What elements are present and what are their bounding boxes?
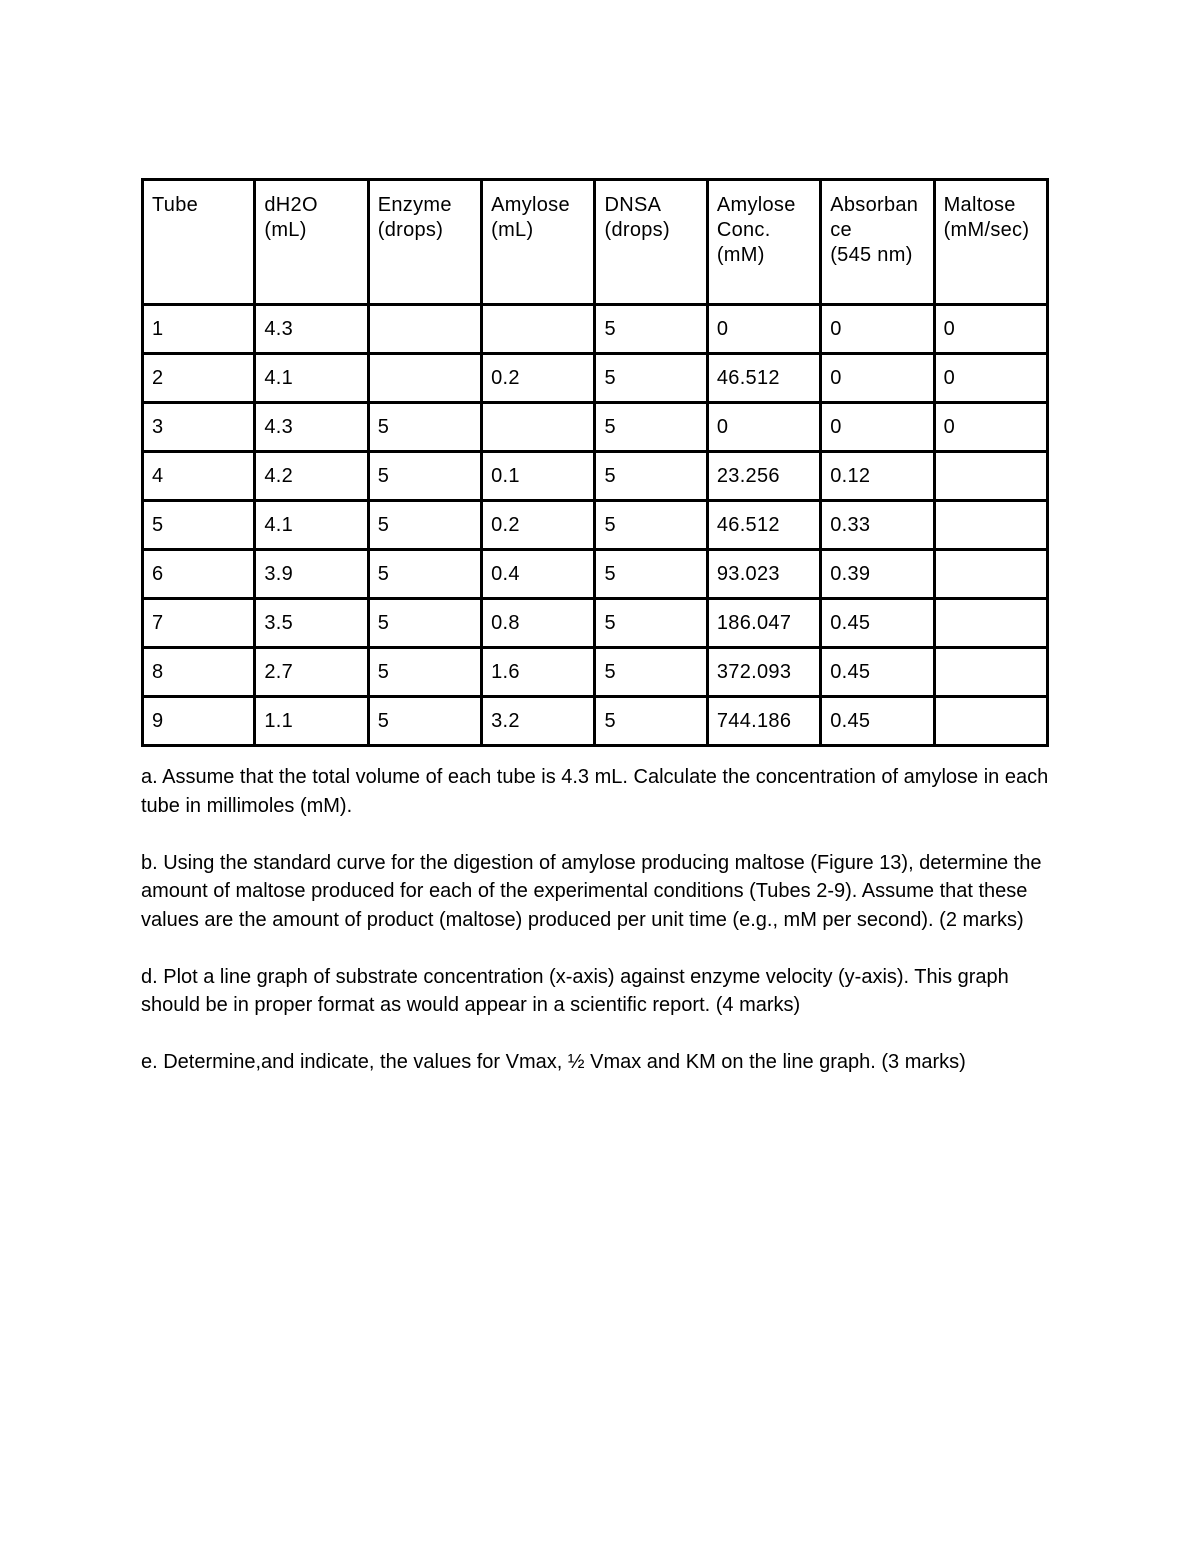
table-cell: 2 xyxy=(143,354,255,403)
table-cell xyxy=(934,648,1047,697)
table-cell: 4.1 xyxy=(255,354,368,403)
table-cell: 0.2 xyxy=(482,354,595,403)
table-cell: 0 xyxy=(821,305,934,354)
table-cell: 1 xyxy=(143,305,255,354)
table-cell: 46.512 xyxy=(707,354,820,403)
header-text: Amylose Conc. (mM) xyxy=(716,194,796,266)
table-cell: 0 xyxy=(821,354,934,403)
table-cell xyxy=(482,305,595,354)
table-cell: 4 xyxy=(143,452,255,501)
table-cell xyxy=(934,452,1047,501)
header-cell-enzyme xyxy=(368,180,481,305)
header-cell-tube xyxy=(143,180,255,305)
table-body xyxy=(143,305,1048,746)
table-cell: 5 xyxy=(595,501,707,550)
table-cell: 0 xyxy=(934,403,1047,452)
table-row xyxy=(143,648,1048,697)
table-cell: 23.256 xyxy=(707,452,820,501)
table-cell: 3.5 xyxy=(255,599,368,648)
table-cell: 186.047 xyxy=(707,599,820,648)
table-cell: 5 xyxy=(368,550,481,599)
table-cell: 5 xyxy=(595,599,707,648)
table-cell: 0.45 xyxy=(821,599,934,648)
question-a: a. Assume that the total volume of each tube is 4.3 mL. Calculate the concentration of amylose in each tube in millimoles (mM). xyxy=(141,766,1049,817)
table-row xyxy=(143,550,1048,599)
header-cell-dh2o xyxy=(255,180,368,305)
table-cell: 5 xyxy=(368,697,481,746)
table-cell: 0.1 xyxy=(482,452,595,501)
data-table xyxy=(141,178,1049,747)
table-cell: 5 xyxy=(368,501,481,550)
table-cell: 4.1 xyxy=(255,501,368,550)
question-d: d. Plot a line graph of substrate concentration (x-axis) against enzyme velocity (y-axis). This graph should be in proper format as would appear in a scientific report. (4 marks) xyxy=(141,965,1009,1016)
table-cell: 5 xyxy=(595,354,707,403)
table-row xyxy=(143,599,1048,648)
table-cell: 0.4 xyxy=(482,550,595,599)
table-cell xyxy=(934,697,1047,746)
header-text: Tube xyxy=(152,194,199,216)
table-row xyxy=(143,697,1048,746)
table-cell: 4.2 xyxy=(255,452,368,501)
table-cell: 0.33 xyxy=(821,501,934,550)
table-cell xyxy=(934,501,1047,550)
table-cell: 5 xyxy=(595,305,707,354)
table-cell: 5 xyxy=(368,403,481,452)
table-cell: 5 xyxy=(368,599,481,648)
header-text: dH2O (mL) xyxy=(264,194,318,241)
table-cell: 1.6 xyxy=(482,648,595,697)
header-text: Enzyme (drops) xyxy=(377,194,452,241)
table-cell: 8 xyxy=(143,648,255,697)
header-text: Amylose (mL) xyxy=(491,194,570,241)
header-cell-dnsa xyxy=(595,180,707,305)
table-cell: 5 xyxy=(595,648,707,697)
table-cell: 2.7 xyxy=(255,648,368,697)
table-cell: 4.3 xyxy=(255,305,368,354)
table-row xyxy=(143,501,1048,550)
table-cell: 5 xyxy=(595,697,707,746)
table-row xyxy=(143,305,1048,354)
table-cell: 46.512 xyxy=(707,501,820,550)
table-cell xyxy=(482,403,595,452)
table-cell: 5 xyxy=(595,403,707,452)
table-cell xyxy=(368,354,481,403)
table-cell: 3.2 xyxy=(482,697,595,746)
table-cell xyxy=(934,599,1047,648)
table-row xyxy=(143,403,1048,452)
header-text: Maltose (mM/sec) xyxy=(943,194,1030,241)
header-cell-maltose xyxy=(934,180,1047,305)
table-cell: 3 xyxy=(143,403,255,452)
table-cell: 5 xyxy=(143,501,255,550)
header-text: DNSA (drops) xyxy=(604,194,670,241)
table-cell: 0.8 xyxy=(482,599,595,648)
table-cell: 5 xyxy=(595,452,707,501)
table-cell: 5 xyxy=(368,648,481,697)
question-b: b. Using the standard curve for the digestion of amylose producing maltose (Figure 13), determine the amount of maltose produced for each of the experimental conditions (Tubes 2-9). Assume that these values are the amount of product (maltose) produced per unit time (e.g., mM per second). (2 marks) xyxy=(141,851,1042,931)
table-cell: 5 xyxy=(595,550,707,599)
table-cell: 9 xyxy=(143,697,255,746)
header-cell-absorbance xyxy=(821,180,934,305)
header-cell-amylose-conc xyxy=(707,180,820,305)
table-cell: 4.3 xyxy=(255,403,368,452)
table-cell: 7 xyxy=(143,599,255,648)
header-cell-amylose xyxy=(482,180,595,305)
question-e: e. Determine,and indicate, the values for Vmax, ½ Vmax and KM on the line graph. (3 marks) xyxy=(141,1051,966,1073)
table-cell xyxy=(368,305,481,354)
questions-section xyxy=(141,763,1061,1105)
table-row xyxy=(143,452,1048,501)
table-cell: 1.1 xyxy=(255,697,368,746)
table-cell: 0 xyxy=(707,403,820,452)
table-cell: 0.45 xyxy=(821,648,934,697)
table-cell: 744.186 xyxy=(707,697,820,746)
table-row xyxy=(143,354,1048,403)
table-cell: 0 xyxy=(934,354,1047,403)
table-cell: 0.39 xyxy=(821,550,934,599)
table-header-row xyxy=(143,180,1048,305)
header-text: Absorban ce (545 nm) xyxy=(830,194,919,266)
table-cell: 372.093 xyxy=(707,648,820,697)
table-cell: 5 xyxy=(368,452,481,501)
table-cell: 0 xyxy=(821,403,934,452)
table-cell: 0.2 xyxy=(482,501,595,550)
table-cell: 0.45 xyxy=(821,697,934,746)
table-cell: 3.9 xyxy=(255,550,368,599)
table-cell: 0 xyxy=(707,305,820,354)
table-cell: 93.023 xyxy=(707,550,820,599)
table-cell xyxy=(934,550,1047,599)
table-cell: 6 xyxy=(143,550,255,599)
table-cell: 0 xyxy=(934,305,1047,354)
table-cell: 0.12 xyxy=(821,452,934,501)
